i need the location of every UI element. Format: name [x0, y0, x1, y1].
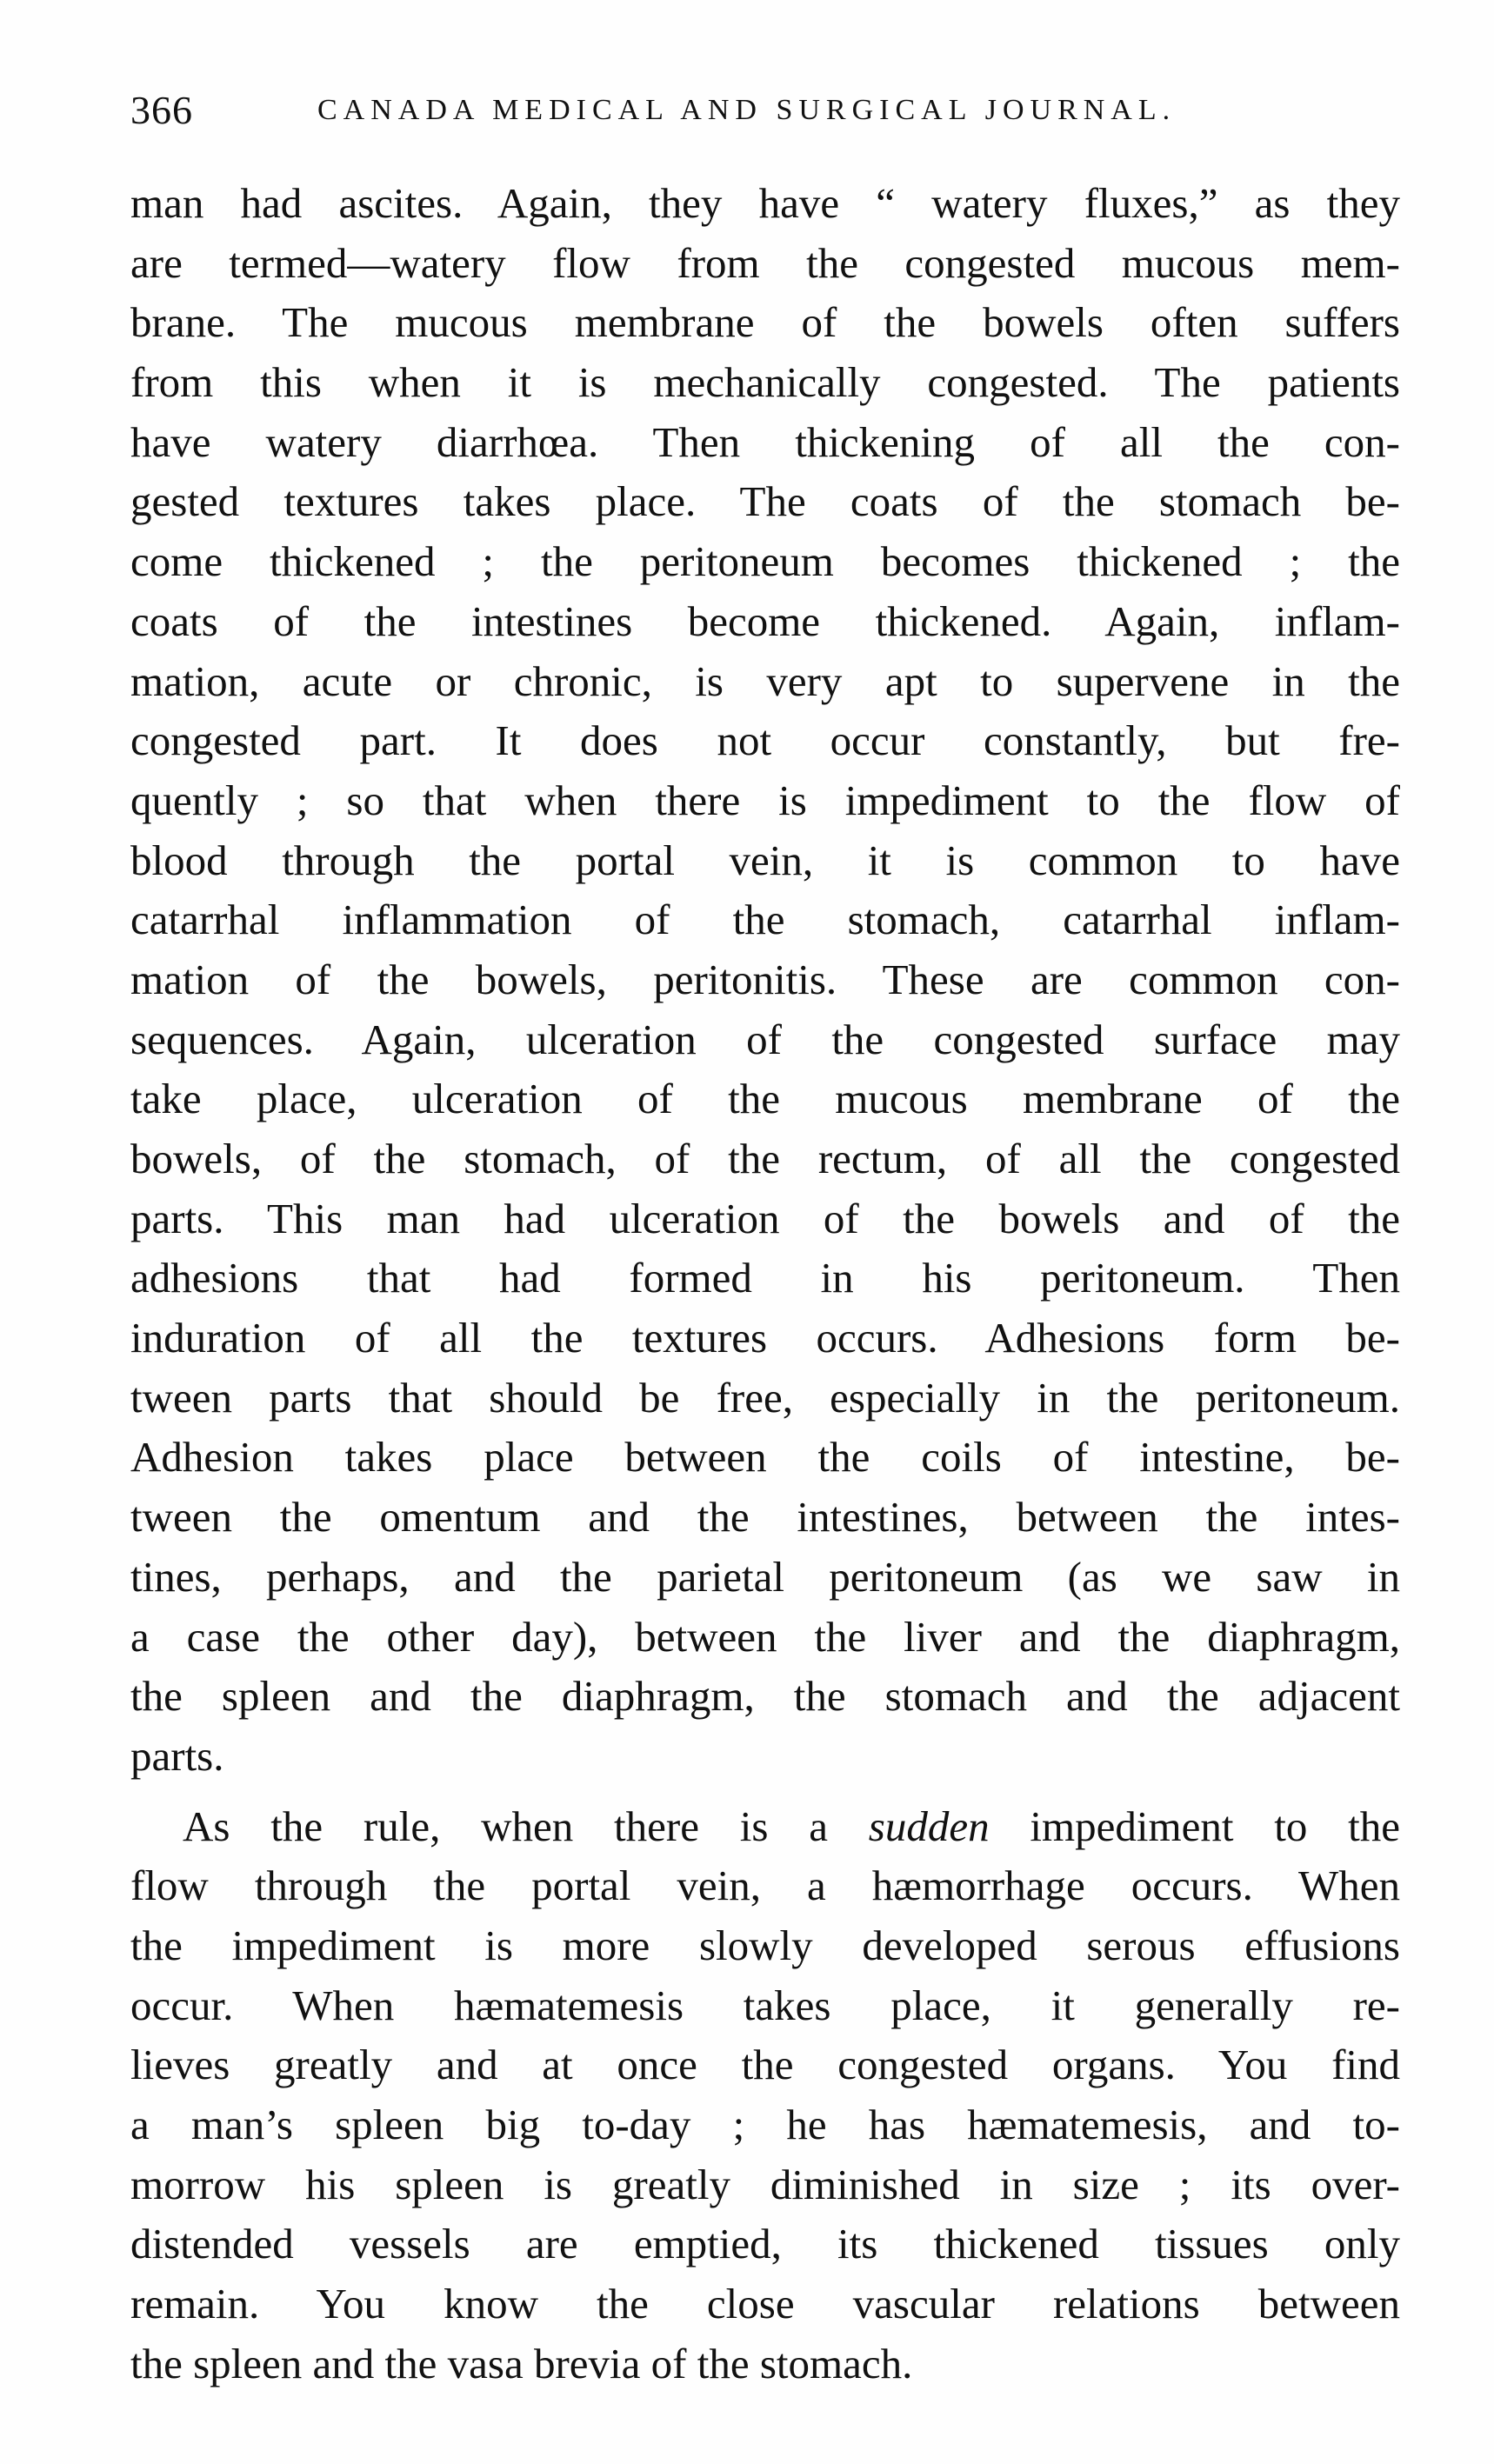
paragraph-line: the spleen and the diaphragm, the stomach and the adjacent	[130, 1672, 1400, 1721]
paragraph-line: coats of the intestines become thickened. Again, inflam-	[130, 596, 1400, 645]
paragraph-line: gested textures takes place. The coats of the stomach be-	[130, 477, 1400, 526]
paragraph-line: come thickened ; the peritoneum becomes thickened ; the	[130, 537, 1400, 586]
paragraph-line: a case the other day), between the liver and the diaphragm,	[130, 1612, 1400, 1661]
paragraph-line: are termed—watery flow from the congested mucous mem-	[130, 238, 1400, 287]
paragraph-line: from this when it is mechanically congested. The patients	[130, 358, 1400, 407]
paragraph-1	[130, 174, 1400, 1787]
paragraph-line: the impediment is more slowly developed serous effusions	[130, 1921, 1400, 1969]
paragraph-2	[130, 1797, 1400, 2394]
paragraph-line: take place, ulceration of the mucous membrane of the	[130, 1075, 1400, 1123]
paragraph-line: catarrhal inflammation of the stomach, catarrhal inflam-	[130, 896, 1400, 944]
paragraph-line: tines, perhaps, and the parietal peritoneum (as we saw in	[130, 1552, 1400, 1601]
paragraph-line: Adhesion takes place between the coils of intestine, be-	[130, 1433, 1400, 1482]
paragraph-line: a man’s spleen big to-day ; he has hæmatemesis, and to-	[130, 2101, 1400, 2148]
paragraph-line: have watery diarrhœa. Then thickening of all the con-	[130, 417, 1400, 466]
paragraph-line: bowels, of the stomach, of the rectum, of all the congested	[130, 1135, 1400, 1182]
paragraph-line: mation of the bowels, peritonitis. These are common con-	[130, 955, 1400, 1003]
page-number: 366	[130, 88, 193, 132]
paragraph-line: remain. You know the close vascular relations between	[130, 2280, 1400, 2328]
paragraph-line: As the rule, when there is a sudden impediment to the	[183, 1801, 1400, 1850]
paragraph-line: the spleen and the vasa brevia of the stomach.	[130, 2339, 913, 2387]
paragraph-line: morrow his spleen is greatly diminished in size ; its over-	[130, 2160, 1400, 2208]
paragraph-line: tween parts that should be free, especially in the peritoneum.	[130, 1373, 1400, 1422]
emphasis-word: sudden	[868, 1801, 990, 1850]
paragraph-line: occur. When hæmatemesis takes place, it generally re-	[130, 1981, 1400, 2029]
paragraph-line: lieves greatly and at once the congested organs. You find	[130, 2041, 1400, 2089]
paragraph-line: blood through the portal vein, it is common to have	[130, 836, 1400, 884]
paragraph-line: adhesions that had formed in his peritoneum. Then	[130, 1254, 1400, 1302]
paragraph-line: induration of all the textures occurs. Adhesions form be-	[130, 1314, 1400, 1362]
paragraph-line: distended vessels are emptied, its thickened tissues only	[130, 2220, 1400, 2268]
paragraph-line: mation, acute or chronic, is very apt to supervene in the	[130, 656, 1400, 705]
paragraph-line: sequences. Again, ulceration of the congested surface may	[130, 1015, 1400, 1063]
paragraph-line: tween the omentum and the intestines, between the intes-	[130, 1493, 1400, 1542]
page-header	[130, 87, 1400, 139]
article-body	[130, 174, 1400, 2394]
paragraph-line: parts.	[130, 1731, 224, 1780]
paragraph-line: quently ; so that when there is impediment to the flow of	[130, 776, 1400, 824]
paragraph-line: congested part. It does not occur constantly, but fre-	[130, 716, 1400, 765]
paragraph-line: man had ascites. Again, they have “ watery fluxes,” as they	[130, 179, 1400, 227]
paragraph-line: brane. The mucous membrane of the bowels often suffers	[130, 298, 1400, 347]
paragraph-line: parts. This man had ulceration of the bowels and of the	[130, 1194, 1400, 1242]
running-title: CANADA MEDICAL AND SURGICAL JOURNAL.	[317, 94, 1177, 126]
paragraph-line: flow through the portal vein, a hæmorrhage occurs. When	[130, 1861, 1400, 1910]
